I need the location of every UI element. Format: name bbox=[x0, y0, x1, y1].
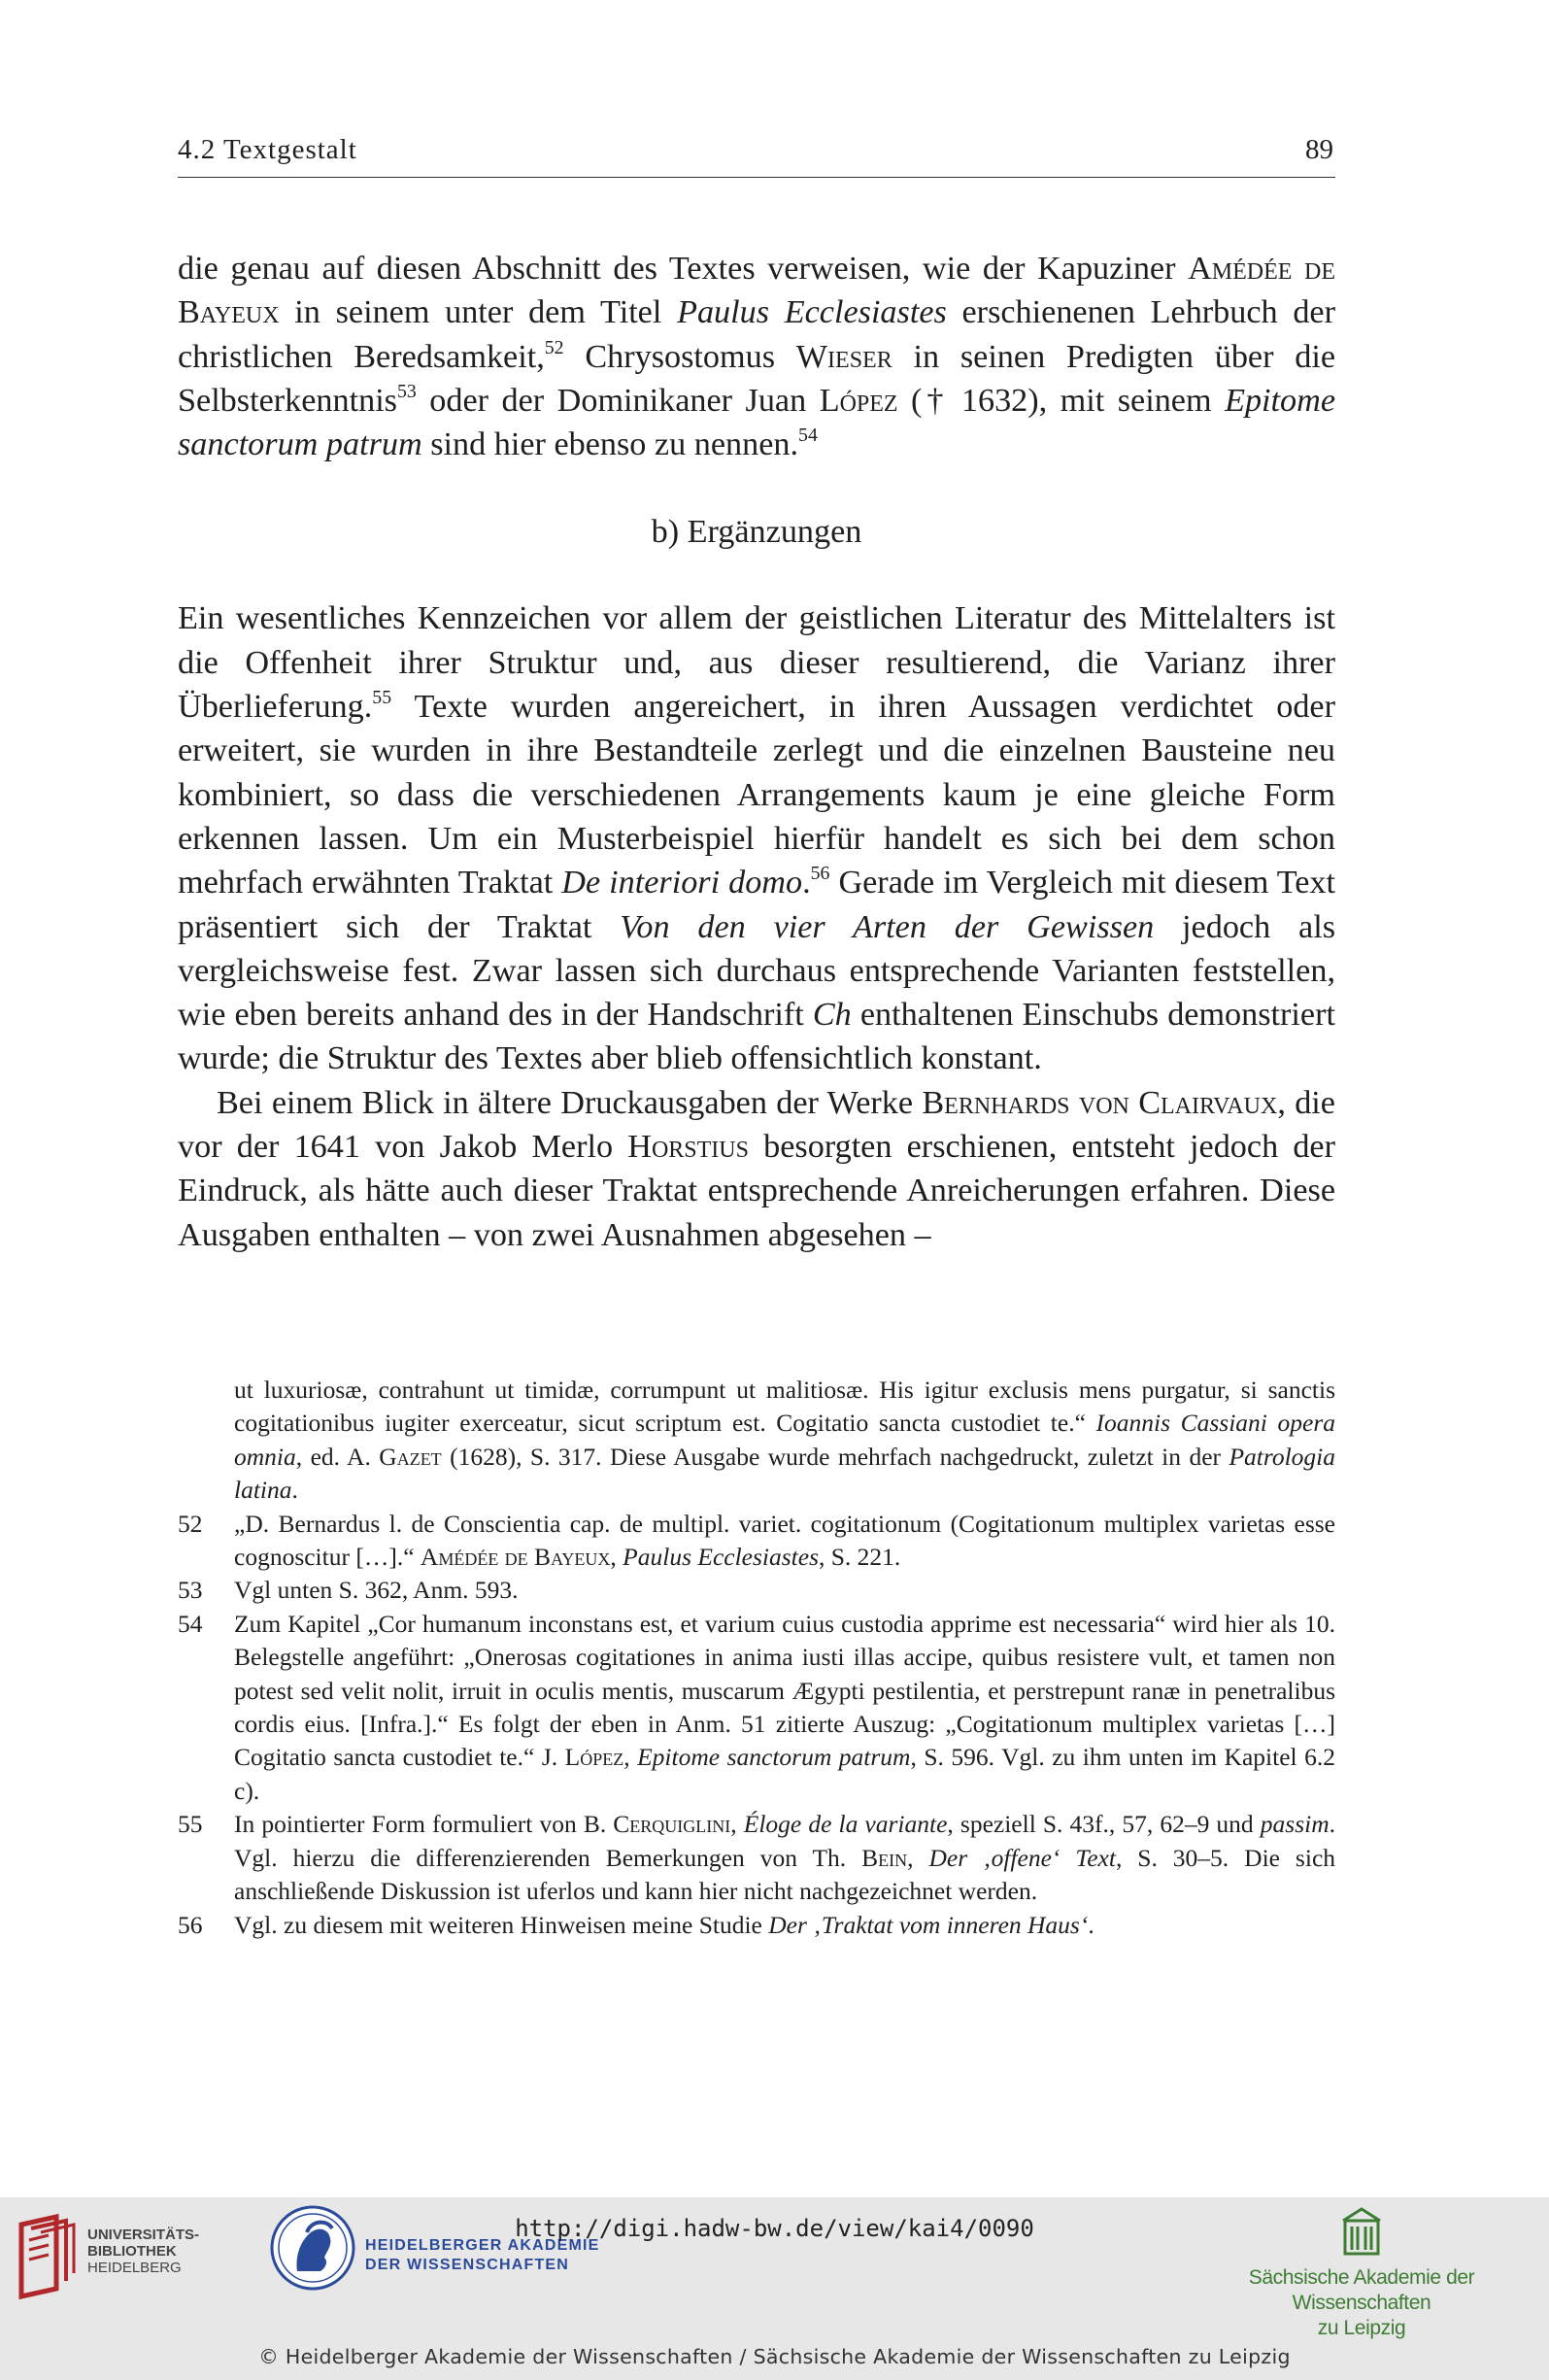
hawk-logo-line: HEIDELBERGER AKADEMIE bbox=[365, 2237, 600, 2254]
footnote-number: 54 bbox=[178, 1609, 203, 1638]
text-run: oder der Dominikaner Juan bbox=[416, 382, 820, 419]
section-title: 4.2 Textgestalt bbox=[178, 134, 357, 165]
text-run: († 1632), mit seinem bbox=[897, 382, 1226, 419]
footnote-number: 52 bbox=[178, 1509, 203, 1538]
footnote-56 bbox=[178, 1909, 1335, 1942]
running-header bbox=[178, 134, 1335, 178]
text-run: . bbox=[1088, 1910, 1094, 1939]
text-run: . Vgl. hierzu die differenzierenden Bemerkungen von Th. bbox=[234, 1810, 1335, 1872]
footnote-ref[interactable]: 55 bbox=[372, 687, 392, 709]
subsection-heading: b) Ergänzungen bbox=[651, 514, 862, 551]
text-run: in seinem unter dem Titel bbox=[279, 294, 678, 331]
author-name: Wieser bbox=[795, 338, 892, 375]
text-run: Ein wesentliches Kennzeichen vor allem der geistlichen Literatur des Mittelalters ist die Offenheit ihrer Struktur und, aus dieser resultierend, die Varianz ihrer Überlieferung. bbox=[178, 600, 1335, 726]
work-title: Éloge de la variante bbox=[743, 1810, 948, 1839]
paragraph-2 bbox=[178, 596, 1335, 1080]
author-name: Bein bbox=[861, 1843, 908, 1872]
text-run: in seinen Predigten über die Selbsterkenntnis bbox=[178, 338, 1335, 419]
text-run: jedoch als vergleichsweise fest. Zwar lassen sich durchaus entsprechende Varianten feststellen, wie eben bereits anhand des in der Handschrift bbox=[178, 908, 1336, 1034]
footnote-number: 55 bbox=[178, 1810, 203, 1839]
text-run: In pointierter Form formuliert von B. bbox=[234, 1810, 614, 1839]
work-title: Der ‚offene‘ Text bbox=[928, 1843, 1116, 1872]
text-run: Texte wurden angereichert, in ihren Aussagen verdichtet oder erweitert, sie wurden in ihre Bestandteile zerlegt und die einzelnen Bausteine neu kombiniert, so dass die verschiedenen Arrangements kaum je eine gleiche Form erkennen lassen. Um ein Musterbeispiel hierfür handelt es sich bei dem schon mehrfach erwähnten Traktat bbox=[178, 689, 1335, 901]
work-title: Paulus Ecclesiastes bbox=[623, 1543, 819, 1572]
text-run: „D. Bernardus l. de Conscientia cap. de multipl. variet. cogitationum (Cogitationum multiplex varietas esse cognoscitur […].“ bbox=[234, 1509, 1335, 1572]
text-run: enthaltenen Einschubs demonstriert wurde; die Struktur des Textes aber blieb offensichtlich konstant. bbox=[178, 997, 1335, 1077]
work-title: Epitome sanctorum patrum bbox=[178, 382, 1335, 463]
hawk-logo-text bbox=[365, 2236, 600, 2275]
footnote-ref[interactable]: 54 bbox=[798, 425, 818, 447]
text-run: Chrysostomus bbox=[563, 338, 796, 375]
text-run: , bbox=[610, 1543, 623, 1572]
text-run: Gerade im Vergleich mit diesem Text präsentiert sich der Traktat bbox=[178, 865, 1335, 945]
text-run: , bbox=[730, 1810, 744, 1839]
footnote-53 bbox=[178, 1574, 1335, 1607]
footnote-continuation bbox=[178, 1374, 1335, 1508]
text-run: Vgl unten S. 362, Anm. 593. bbox=[234, 1576, 519, 1605]
work-title: Von den vier Arten der Gewissen bbox=[620, 908, 1155, 945]
text-run: (1628), S. 317. Diese Ausgabe wurde mehrfach nachgedruckt, zuletzt in der bbox=[441, 1442, 1229, 1471]
text-run: , S. 221. bbox=[819, 1543, 901, 1572]
emphasis: passim bbox=[1260, 1810, 1330, 1839]
footnote-ref[interactable]: 53 bbox=[397, 381, 417, 403]
text-run: , S. 596. Vgl. zu ihm unten im Kapitel 6.2 c). bbox=[234, 1743, 1335, 1805]
author-name: López bbox=[819, 382, 898, 419]
hawk-logo-line: DER WISSENSCHAFTEN bbox=[365, 2257, 570, 2273]
author-name: Amédée de Bayeux bbox=[420, 1543, 611, 1572]
footnote-52 bbox=[178, 1508, 1335, 1575]
work-title: Paulus Ecclesiastes bbox=[677, 294, 947, 331]
text-run: . bbox=[291, 1476, 298, 1505]
work-title: Der ‚Traktat vom inneren Haus‘ bbox=[768, 1910, 1089, 1939]
text-run: . bbox=[802, 865, 811, 901]
page-number: 89 bbox=[1305, 134, 1333, 165]
footnote-number: 56 bbox=[178, 1910, 203, 1939]
text-run: erschienenen Lehrbuch der christlichen Beredsamkeit, bbox=[178, 294, 1335, 375]
text-run: , speziell S. 43f., 57, 62–9 und bbox=[947, 1810, 1261, 1839]
text-run: ut luxuriosæ, contrahunt ut timidæ, corrumpunt ut malitiosæ. His igitur exclusis mens purgatur, si sanctis cogitationibus iugiter exerceatur, sicut scriptum est. Cogitatio sancta custodiet te.“ bbox=[234, 1376, 1335, 1438]
footnote-55 bbox=[178, 1808, 1335, 1908]
ub-logo-line: UNIVERSITÄTS- bbox=[87, 2227, 200, 2243]
work-title: Epitome sanctorum patrum bbox=[637, 1743, 911, 1772]
text-run: , bbox=[623, 1743, 638, 1772]
author-name: Gazet bbox=[379, 1442, 442, 1471]
footnote-ref[interactable]: 56 bbox=[810, 863, 830, 885]
saw-logo-line: zu Leipzig bbox=[1317, 2317, 1406, 2339]
author-name: Amédée de Bayeux bbox=[178, 251, 1335, 331]
text-run: sind hier ebenso zu nennen. bbox=[421, 426, 799, 463]
work-title: De interiori domo bbox=[561, 865, 803, 901]
ub-logo-line: BIBLIOTHEK bbox=[87, 2243, 177, 2260]
ub-logo-line: HEIDELBERG bbox=[87, 2260, 182, 2276]
paragraph-1 bbox=[178, 247, 1335, 466]
text-run: Vgl. zu diesem mit weiteren Hinweisen meine Studie bbox=[234, 1910, 769, 1939]
author-name: López bbox=[564, 1743, 624, 1772]
main-text bbox=[178, 247, 1335, 1257]
permalink-url[interactable]: http://digi.hadw-bw.de/view/kai4/0090 bbox=[515, 2215, 1034, 2242]
text-run: , ed. A. bbox=[295, 1442, 380, 1471]
copyright-notice: © Heidelberger Akademie der Wissenschaften / Sächsische Akademie der Wissenschaften zu Leipzig bbox=[258, 2345, 1291, 2368]
text-run: die genau auf diesen Abschnitt des Textes verweisen, wie der Kapuziner bbox=[178, 251, 1189, 287]
saw-logo-line: Sächsische Akademie der Wissenschaften bbox=[1248, 2266, 1475, 2314]
manuscript-siglum: Ch bbox=[812, 997, 852, 1034]
text-run: , S. 30–5. Die sich anschließende Diskussion ist uferlos und kann hier nicht nachgezeichnet werden. bbox=[234, 1843, 1336, 1906]
author-name: Cerquiglini bbox=[613, 1810, 731, 1839]
work-title: Ioannis Cassiani opera omnia bbox=[234, 1409, 1335, 1471]
text-run: , bbox=[907, 1843, 929, 1872]
author-name: Bernhards von Clairvaux bbox=[922, 1084, 1278, 1121]
footnote-number: 53 bbox=[178, 1576, 203, 1605]
text-run: besorgten erschienen, entsteht jedoch der Eindruck, als hätte auch dieser Traktat entsprechende Anreicherungen erfahren. Diese Ausgaben enthalten – von zwei Ausnahmen abgesehen – bbox=[178, 1129, 1335, 1253]
footnote-54 bbox=[178, 1608, 1335, 1808]
text-run: , die vor der 1641 von Jakob Merlo bbox=[178, 1084, 1335, 1166]
work-title: Patrologia latina bbox=[234, 1442, 1336, 1505]
paragraph-3 bbox=[178, 1081, 1335, 1257]
footnotes bbox=[178, 1374, 1335, 1942]
saw-logo-text bbox=[1196, 2265, 1527, 2341]
footnote-ref[interactable]: 52 bbox=[544, 336, 564, 358]
text-run: Bei einem Blick in ältere Druckausgaben der Werke bbox=[217, 1084, 923, 1121]
author-name: Horstius bbox=[627, 1129, 749, 1166]
text-run: Zum Kapitel „Cor humanum inconstans est, et varium cuius custodia apprime est necessaria“ wird hier als 10. Belegstelle angeführt: „Onerosas cogitationes in anima iusti illas accipe, quibus resistere vult, et tamen non potest sed velit nolit, irruit in oculis mentis, muscarum Ægypti pestilentia, et perstrepunt ranæ in penetralibus cordis eius. [Infra.].“ Es folgt der eben in Anm. 51 zitierte Auszug: „Cogitationum multiplex varietas […] Cogitatio sancta custodiet te.“ J. bbox=[234, 1609, 1335, 1772]
